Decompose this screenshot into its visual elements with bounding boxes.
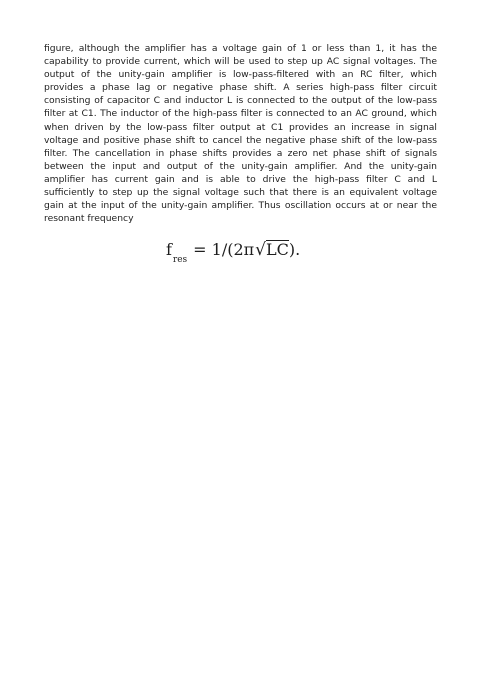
text-line: when driven by the low-pass filter output at C1 provides an increase in signal [44,121,437,133]
text-line: consisting of capacitor C and inductor L is connected to the output of the low-pass [44,95,437,107]
text-line: between the input and output of the unity-gain amplifier. And the unity-gain [44,160,437,172]
resonant-frequency-equation [166,240,300,270]
text-line: provides a phase lag or negative phase shift. A series high-pass filter circuit [44,82,437,94]
text-line: amplifier has current gain and is able to drive the high-pass filter C and L [44,173,437,185]
equation-close: ). [288,240,301,259]
equation-lhs-rest: = 1/(2π [193,240,255,259]
text-line: figure, although the amplifier has a voltage gain of 1 or less than 1, it has the [44,43,437,54]
text-line: output of the unity-gain amplifier is low-pass-filtered with an RC filter, which [44,69,437,81]
equation-subscript: res [172,255,188,265]
equation-radicand: LC [266,240,289,259]
text-line: filter. The cancellation in phase shifts provides a zero net phase shift of signals [44,147,437,159]
text-line: filter at C1. The inductor of the high-pass filter is connected to an AC ground, which [44,108,437,120]
equation-symbol: f [166,240,172,259]
text-line: voltage and positive phase shift to cancel the negative phase shift of the low-pass [44,134,437,146]
text-line: sufficiently to step up the signal voltage such that there is an equivalent voltage [44,187,437,199]
equation-expression [193,240,300,260]
text-line: resonant frequency [44,213,134,225]
text-line: capability to provide current, which will be used to step up AC signal voltages. The [44,56,437,68]
text-line: gain at the input of the unity-gain amplifier. Thus oscillation occurs at or near the [44,200,437,212]
body-paragraph [44,42,437,225]
square-root-sign: √ [255,240,267,260]
